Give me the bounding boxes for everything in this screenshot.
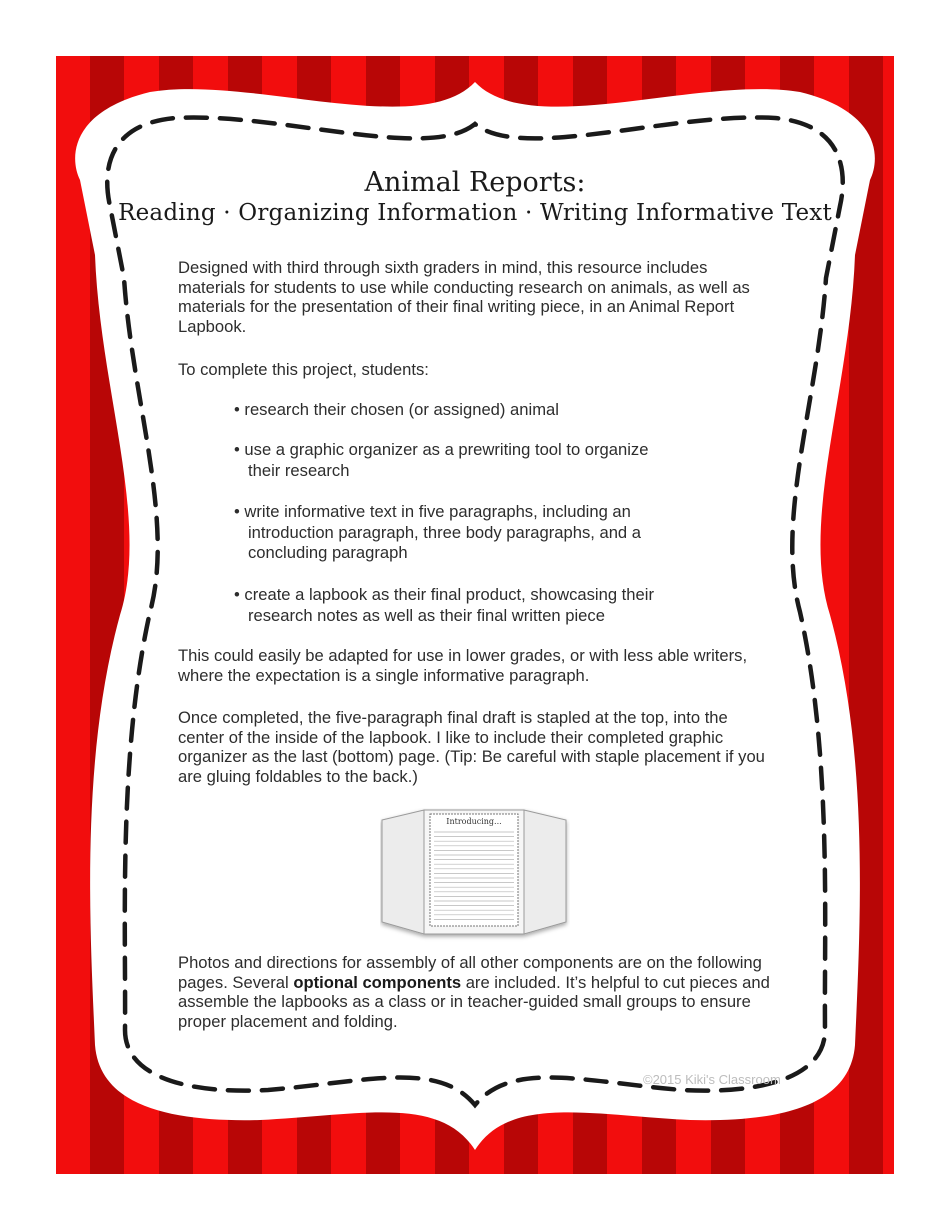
lapbook-left-flap — [382, 810, 424, 934]
lapbook-illustration — [380, 808, 570, 942]
page-title: Animal Reports: — [364, 167, 586, 198]
intro-paragraph: Designed with third through sixth graders in mind, this resource includes materials for students to use while conducting research on animals, as well as materials for the presentation of their final writing piece, in an Animal Report Lapbook. — [178, 258, 750, 336]
lapbook-page-title: Introducing... — [446, 817, 502, 826]
bullet-line: their research — [248, 460, 350, 480]
list-item — [234, 400, 774, 421]
bullet-line: research notes as well as their final written piece — [248, 605, 605, 625]
bullet-line: introduction paragraph, three body paragraphs, and a — [248, 522, 641, 542]
list-item — [234, 502, 774, 564]
page-subtitle: Reading · Organizing Information · Writing Informative Text — [118, 200, 832, 226]
bullet-line: • create a lapbook as their final product, showcasing their — [234, 585, 654, 604]
copyright-notice: ©2015 Kiki's Classroom — [643, 1072, 781, 1087]
bullet-line: • use a graphic organizer as a prewriting tool to organize — [234, 440, 649, 459]
lapbook-page — [430, 814, 518, 926]
list-item — [234, 585, 774, 626]
bullet-line: • research their chosen (or assigned) animal — [234, 400, 559, 419]
adapt-paragraph: This could easily be adapted for use in lower grades, or with less able writers, where the expectation is a single informative paragraph. — [178, 646, 748, 685]
list-item — [234, 440, 774, 481]
closing-text-end: are included. It’s helpful to cut pieces and assemble the lapbooks as a class or in teacher-guided small groups to ensure proper placement and folding. — [178, 972, 770, 1031]
closing-paragraph — [178, 953, 778, 1031]
bullet-line: • write informative text in five paragraphs, including an — [234, 502, 631, 521]
lead-in-text: To complete this project, students: — [178, 360, 429, 379]
bullet-line: concluding paragraph — [248, 543, 408, 562]
closing-text: Photos and directions for assembly of all other components are on the following pages. Several — [178, 953, 762, 992]
optional-components-emphasis: optional components — [293, 972, 462, 992]
lapbook-right-flap — [524, 810, 566, 934]
completed-paragraph: Once completed, the five-paragraph final draft is stapled at the top, into the center of the inside of the lapbook. I like to include their completed graphic organizer as the last (bottom) page. (Tip: Be careful with staple placement if you are gluing foldables to the back.) — [178, 708, 765, 786]
